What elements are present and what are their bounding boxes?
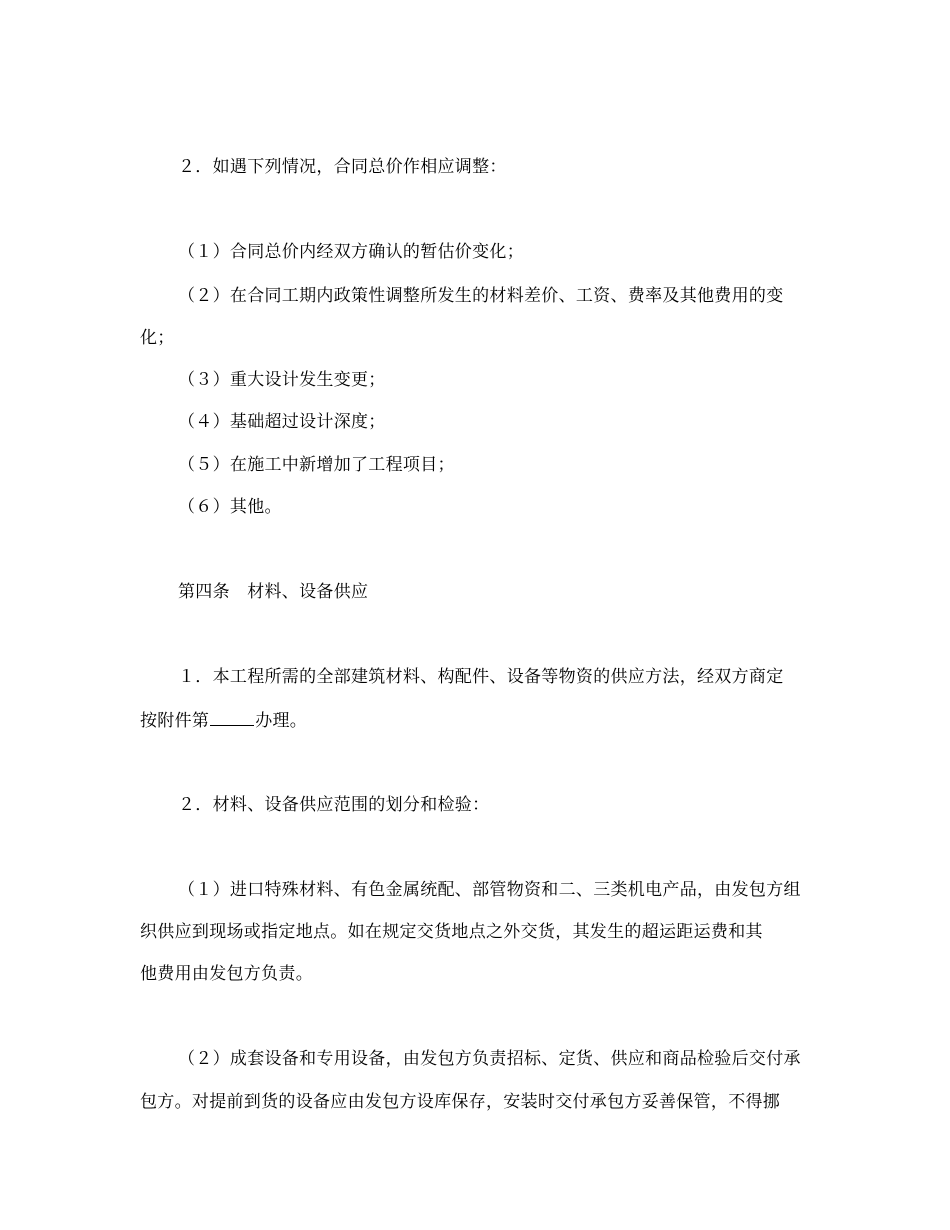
adjustment-item-3: （３）重大设计发生变更； — [178, 370, 386, 390]
article-4-item-1-line-1: （１）进口特殊材料、有色金属统配、部管物资和二、三类机电产品，由发包方组 — [178, 880, 801, 900]
adjustment-item-4: （４）基础超过设计深度； — [178, 412, 386, 432]
adjustment-item-5: （５）在施工中新增加了工程项目； — [178, 455, 455, 475]
article-4-para-1-line-2 — [140, 709, 307, 732]
adjustment-item-6: （６）其他。 — [178, 497, 282, 517]
article-4-item-1-line-2: 织供应到现场或指定地点。如在规定交货地点之外交货，其发生的超运距运费和其 — [140, 922, 763, 942]
adjustment-item-2-line-2: 化； — [140, 328, 175, 348]
para-1-text-after-blank: 办理。 — [255, 711, 308, 731]
article-4-para-2: ２．材料、设备供应范围的划分和检验： — [178, 795, 490, 815]
article-4-item-1-line-3: 他费用由发包方负责。 — [140, 964, 313, 984]
article-4-item-2-line-2: 包方。对提前到货的设备应由发包方设库保存，安装时交付承包方妥善保管，不得挪 — [140, 1092, 781, 1112]
clause-2-intro: ２．如遇下列情况，合同总价作相应调整： — [178, 157, 507, 177]
para-1-text-before-blank: 按附件第 — [140, 711, 210, 731]
article-4-title: 第四条 材料、设备供应 — [178, 582, 369, 602]
article-4-para-1-line-1: １．本工程所需的全部建筑材料、构配件、设备等物资的供应方法，经双方商定 — [178, 667, 784, 687]
fill-in-blank — [210, 709, 254, 726]
adjustment-item-1: （１）合同总价内经双方确认的暂估价变化； — [178, 242, 524, 262]
adjustment-item-2-line-1: （２）在合同工期内政策性调整所发生的材料差价、工资、费率及其他费用的变 — [178, 286, 784, 306]
article-4-item-2-line-1: （２）成套设备和专用设备，由发包方负责招标、定货、供应和商品检验后交付承 — [178, 1049, 801, 1069]
